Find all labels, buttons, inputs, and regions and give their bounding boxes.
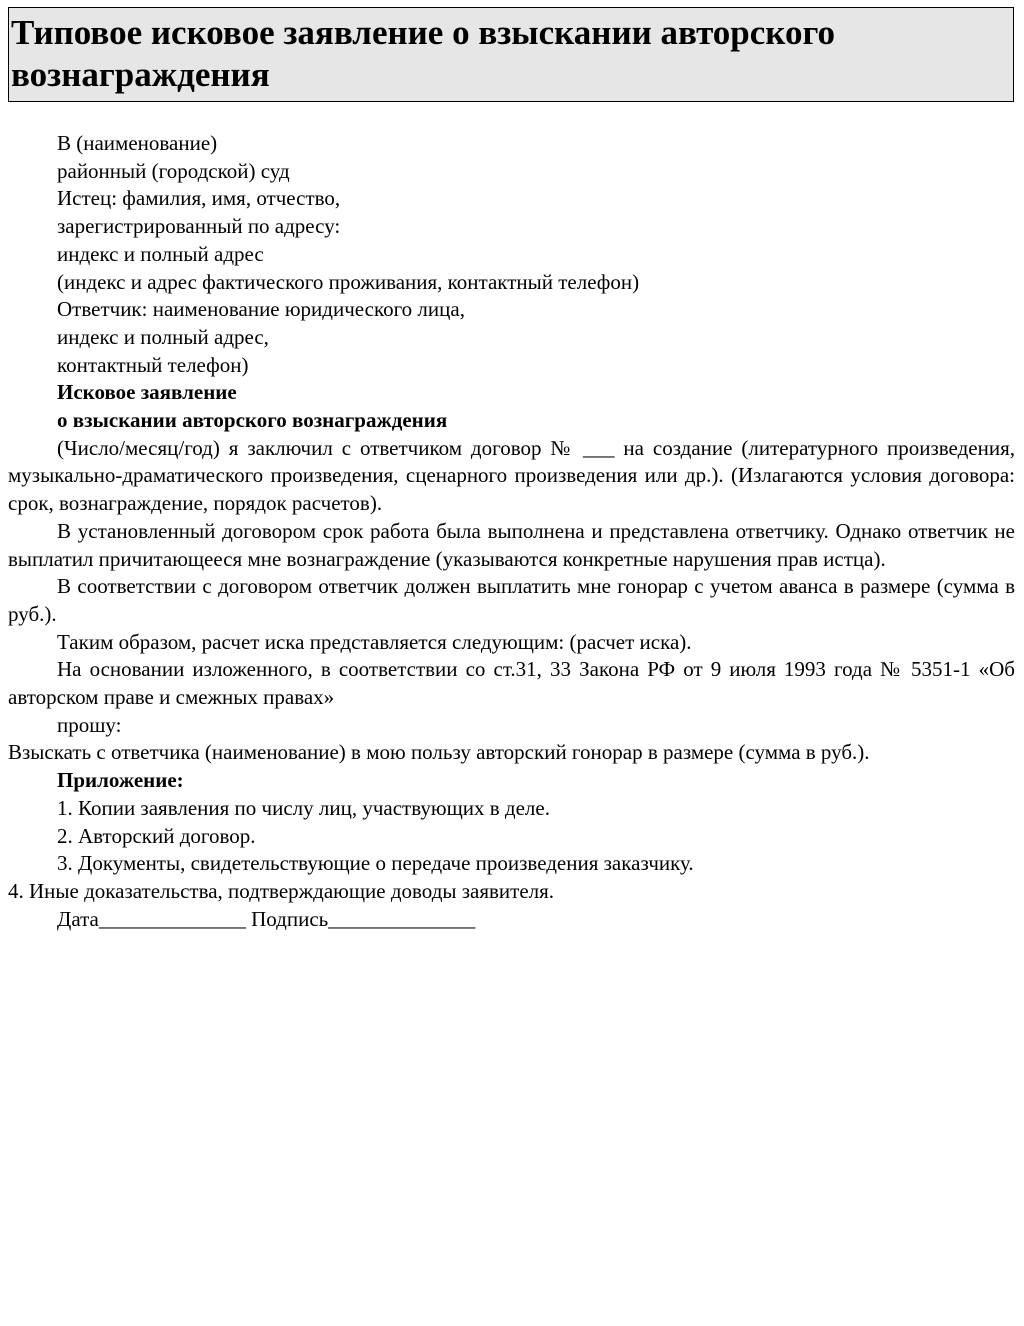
paragraph-fee: В соответствии с договором ответчик должен выплатить мне гонорар с учетом аванса в размере (сумма в руб.). [8, 574, 1015, 626]
claim-subheading: о взыскании авторского вознаграждения [57, 408, 448, 433]
header-line-plaintiff: Истец: фамилия, имя, отчество, [57, 186, 341, 211]
appendix-item: 1. Копии заявления по числу лиц, участвующих в деле. [57, 795, 550, 820]
document-body [8, 130, 1015, 933]
header-line-defendant-phone: контактный телефон) [57, 352, 249, 377]
signature-line: Дата______________ Подпись______________ [57, 906, 476, 931]
header-line-defendant-address: индекс и полный адрес, [57, 324, 269, 349]
request-word: прошу: [57, 712, 122, 737]
appendix-item: 4. Иные доказательства, подтверждающие доводы заявителя. [8, 878, 555, 903]
header-line-registered: зарегистрированный по адресу: [57, 214, 341, 239]
paragraph-calculation: Таким образом, расчет иска представляется следующим: (расчет иска). [57, 629, 692, 654]
appendix-heading: Приложение: [57, 768, 184, 793]
paragraph-contract: (Число/месяц/год) я заключил с ответчиком договор № ___ на создание (литературного произведения, музыкально-драматического произведения, сценарного произведения или др.). (Излагаются условия договора: срок, вознаграждение, порядок расчетов). [8, 435, 1015, 516]
header-line-defendant: Ответчик: наименование юридического лица, [57, 297, 465, 322]
title-banner [8, 7, 1014, 102]
claim-heading: Исковое заявление [57, 380, 237, 405]
paragraph-violation: В установленный договором срок работа была выполнена и представлена ответчику. Однако ответчик не выплатил причитающееся мне вознаграждение (указываются конкретные нарушения прав истца). [8, 518, 1015, 571]
paragraph-legal-basis: На основании изложенного, в соответствии со ст.31, 33 Закона РФ от 9 июля 1993 года № 5351-1 «Об авторском праве и смежных правах» [8, 657, 1015, 710]
header-line-court-type: районный (городской) суд [57, 158, 290, 183]
header-line-actual-address: (индекс и адрес фактического проживания, контактный телефон) [57, 269, 640, 294]
appendix-item: 3. Документы, свидетельствующие о передаче произведения заказчику. [57, 851, 694, 876]
header-line-court-name: В (наименование) [57, 131, 218, 155]
request-text: Взыскать с ответчика (наименование) в мою пользу авторский гонорар в размере (сумма в руб.). [8, 740, 870, 765]
page-title: Типовое исковое заявление о взыскании авторского вознаграждения [11, 13, 836, 94]
header-line-plaintiff-address: индекс и полный адрес [57, 241, 264, 266]
appendix-item: 2. Авторский договор. [57, 823, 256, 848]
